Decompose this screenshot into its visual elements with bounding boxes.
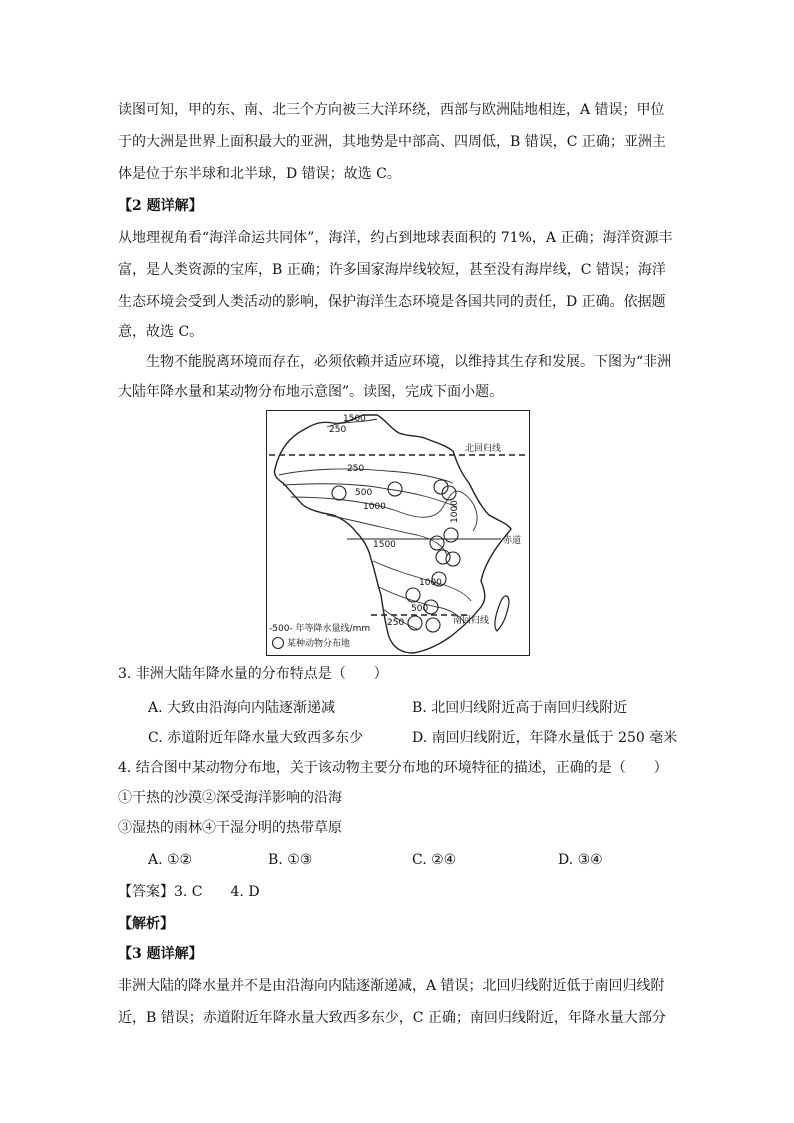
q4-option-a: A. ①② — [148, 852, 193, 868]
paragraph-1-line-2: 于的大洲是世界上面积最大的亚洲，其地势是中部高、四周低，B 错误，C 正确；亚洲主 — [118, 134, 666, 150]
paragraph-2-line-3: 生态环境会受到人类活动的影响，保护海洋生态环境是各国共同的责任，D 正确。依据题 — [118, 294, 666, 310]
paragraph-2-line-4: 意，故选 C。 — [118, 324, 204, 340]
animal-site — [446, 552, 460, 566]
animal-site — [444, 528, 458, 542]
heading-q3-detail: 【3 题详解】 — [118, 946, 203, 962]
legend-animal: 某种动物分布地 — [287, 639, 351, 649]
q4-option-c: C. ②④ — [412, 852, 457, 868]
question-4-line-2: ③湿热的雨林④干湿分明的热带草原 — [118, 820, 342, 836]
answer-line-2: 近，B 错误；赤道附近年降水量大致西多东少，C 正确；南回归线附近，年降水量大部分 — [118, 1010, 666, 1026]
label-500-mid: 500 — [355, 488, 373, 498]
q4-option-b: B. ①③ — [268, 852, 313, 868]
answer-line: 【答案】3. C 4. D — [118, 884, 260, 900]
question-4-line-1: ①干热的沙漠②深受海洋影响的沿海 — [118, 790, 342, 806]
label-1500-top: 1500 — [343, 414, 366, 424]
map-svg — [267, 411, 529, 655]
animal-site — [426, 618, 440, 632]
question-3: 3. 非洲大陆年降水量的分布特点是（ ） — [118, 666, 388, 682]
question-4: 4. 结合图中某动物分布地，关于该动物主要分布地的环境特征的描述，正确的是（ ） — [118, 760, 668, 776]
heading-q2-detail: 【2 题详解】 — [118, 198, 203, 214]
label-tropic-south: 南回归线 — [453, 616, 490, 626]
q4-option-d: D. ③④ — [558, 852, 603, 868]
label-1000-south: 1000 — [419, 578, 442, 588]
animal-site — [436, 550, 450, 564]
q3-option-d: D. 南回归线附近，年降水量低于 250 毫米 — [412, 730, 678, 746]
legend-circle-icon — [273, 638, 284, 649]
label-250-mid: 250 — [347, 464, 365, 474]
africa-precipitation-map — [266, 410, 530, 656]
q3-option-c: C. 赤道附近年降水量大致西多东少 — [148, 730, 364, 746]
isohyet-250-mid — [279, 469, 453, 483]
paragraph-3-line-2: 大陆年降水量和某动物分布地示意图”。读图，完成下面小题。 — [118, 384, 504, 400]
paragraph-2-line-2: 富，是人类资源的宝库，B 正确；许多国家海岸线较短，甚至没有海岸线，C 错误；海洋 — [118, 262, 666, 278]
label-tropic-north: 北回归线 — [465, 444, 502, 454]
label-equator: 赤道 — [503, 536, 522, 546]
paragraph-2-line-1: 从地理视角看“海洋命运共同体”，海洋，约占到地球表面积的 71%，A 正确；海洋资源丰 — [118, 230, 673, 246]
animal-site — [406, 588, 420, 602]
analysis-heading: 【解析】 — [118, 916, 174, 932]
q3-option-b: B. 北回归线附近高于南回归线附近 — [412, 700, 628, 716]
paragraph-3-line-1: 生物不能脱离环境而存在，必须依赖并适应环境，以维持其生存和发展。下图为“非洲 — [146, 354, 672, 370]
animal-site — [332, 486, 346, 500]
label-1500-eq: 1500 — [373, 540, 396, 550]
label-1000-mid: 1000 — [363, 502, 386, 512]
legend-isohyet: -500- 年等降水量线/mm — [269, 624, 371, 634]
label-1000-east: 1000 — [450, 500, 460, 523]
label-500-south: 500 — [411, 604, 429, 614]
label-250-top: 250 — [329, 425, 347, 435]
answer-line-1: 非洲大陆的降水量并不是由沿海向内陆逐渐递减，A 错误；北回归线附近低于南回归线附 — [118, 978, 665, 994]
paragraph-1-line-1: 读图可知，甲的东、南、北三个方向被三大洋环绕，西部与欧洲陆地相连，A 错误；甲位 — [118, 102, 665, 118]
q3-option-a: A. 大致由沿海向内陆逐渐递减 — [148, 700, 336, 716]
label-250-south: 250 — [387, 618, 405, 628]
madagascar-outline — [495, 596, 509, 631]
paragraph-1-line-3: 体是位于东半球和北半球，D 错误；故选 C。 — [118, 166, 401, 182]
